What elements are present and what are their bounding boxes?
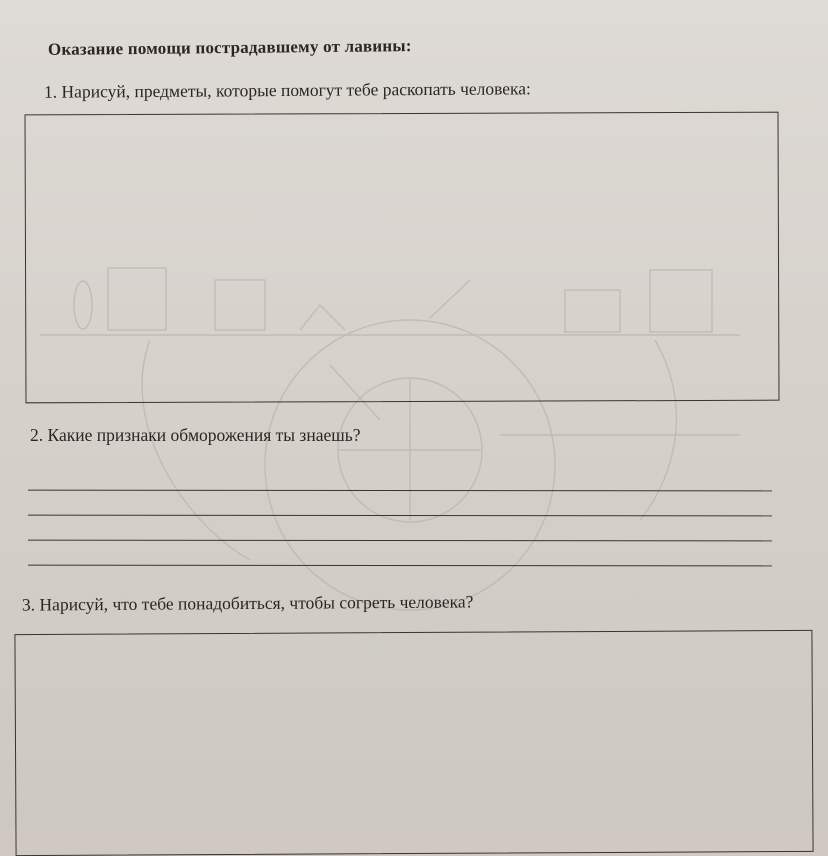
- drawing-area-1[interactable]: [24, 112, 779, 404]
- question-1: 1. Нарисуй, предметы, которые помогут тебе раскопать человека:: [43, 78, 531, 102]
- question-3: 3. Нарисуй, что тебе понадобиться, чтобы согреть человека?: [21, 591, 474, 615]
- question-2: 2. Какие признаки обморожения ты знаешь?: [30, 425, 361, 445]
- worksheet-title: Оказание помощи пострадавшему от лавины:: [47, 36, 412, 59]
- drawing-area-3[interactable]: [14, 630, 813, 856]
